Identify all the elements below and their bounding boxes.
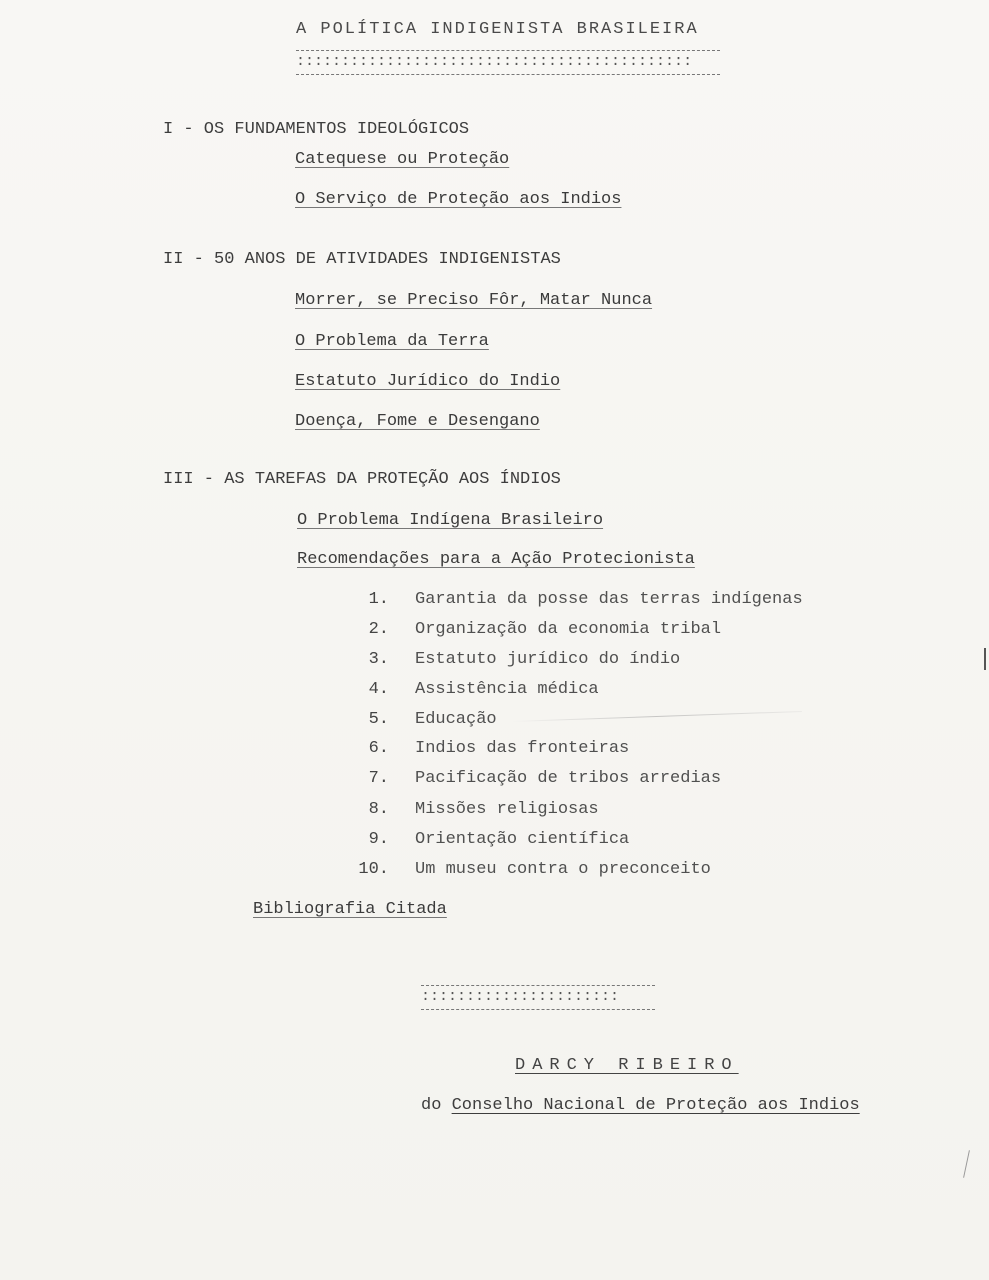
- affiliation-institution: Conselho Nacional de Proteção aos Indios: [451, 1096, 860, 1115]
- list-item: Indios das fronteiras: [415, 739, 630, 758]
- subsection-terra: O Problema da Terra: [295, 332, 489, 351]
- subsection-recomendacoes: Recomendações para a Ação Protecionista: [297, 550, 695, 569]
- document-title: A POLÍTICA INDIGENISTA BRASILEIRA: [296, 20, 699, 39]
- list-item: Estatuto jurídico do índio: [415, 650, 681, 669]
- list-item-number: 8.: [368, 800, 389, 819]
- section-heading-3: III - AS TAREFAS DA PROTEÇÃO AOS ÍNDIOS: [163, 470, 561, 489]
- section-heading-1: I - OS FUNDAMENTOS IDEOLÓGICOS: [163, 120, 470, 139]
- list-item-number: 2.: [368, 620, 389, 639]
- dotted-rule-bottom-line-lower: [421, 1009, 655, 1010]
- list-item: Pacificação de tribos arredias: [415, 769, 722, 788]
- list-item: Um museu contra o preconceito: [415, 860, 711, 879]
- list-item: Orientação científica: [415, 830, 630, 849]
- list-item-number: 10.: [358, 860, 389, 879]
- subsection-catequese: Catequese ou Proteção: [295, 150, 510, 169]
- list-item-number: 3.: [368, 650, 389, 669]
- author-affiliation: [421, 1096, 860, 1115]
- list-item: Educação: [415, 710, 497, 729]
- scan-artifact-line: [512, 711, 802, 722]
- list-item: Organização da economia tribal: [415, 620, 722, 639]
- affiliation-prefix: do: [421, 1096, 442, 1115]
- list-item: Missões religiosas: [415, 800, 599, 819]
- list-item-number: 5.: [368, 710, 389, 729]
- bibliography-heading: Bibliografia Citada: [253, 900, 447, 919]
- list-item-number: 7.: [368, 769, 389, 788]
- subsection-servico: O Serviço de Proteção aos Indios: [295, 190, 622, 209]
- section-heading-2: II - 50 ANOS DE ATIVIDADES INDIGENISTAS: [163, 250, 561, 269]
- list-item-number: 4.: [368, 680, 389, 699]
- dotted-rule-bottom-line: [421, 985, 655, 986]
- subsection-morrer: Morrer, se Preciso Fôr, Matar Nunca: [295, 291, 653, 310]
- author-name: DARCY RIBEIRO: [515, 1056, 739, 1075]
- list-item: Garantia da posse das terras indígenas: [415, 590, 803, 609]
- dotted-rule-top-line: [296, 50, 720, 51]
- list-item: Assistência médica: [415, 680, 599, 699]
- subsection-estatuto: Estatuto Jurídico do Indio: [295, 372, 561, 391]
- list-item-number: 1.: [368, 590, 389, 609]
- scan-edge-mark: [984, 648, 986, 670]
- dotted-rule-bottom: ::::::::::::::::::::::: [421, 988, 620, 1005]
- dotted-rule-top-line-lower: [296, 74, 720, 75]
- list-item-number: 6.: [368, 739, 389, 758]
- subsection-problema-indigena: O Problema Indígena Brasileiro: [297, 511, 604, 530]
- dotted-rule-top: ::::::::::::::::::::::::::::::::::::::::::::: [296, 53, 693, 70]
- scan-scratch: [963, 1150, 970, 1178]
- subsection-doenca: Doença, Fome e Desengano: [295, 412, 540, 431]
- list-item-number: 9.: [368, 830, 389, 849]
